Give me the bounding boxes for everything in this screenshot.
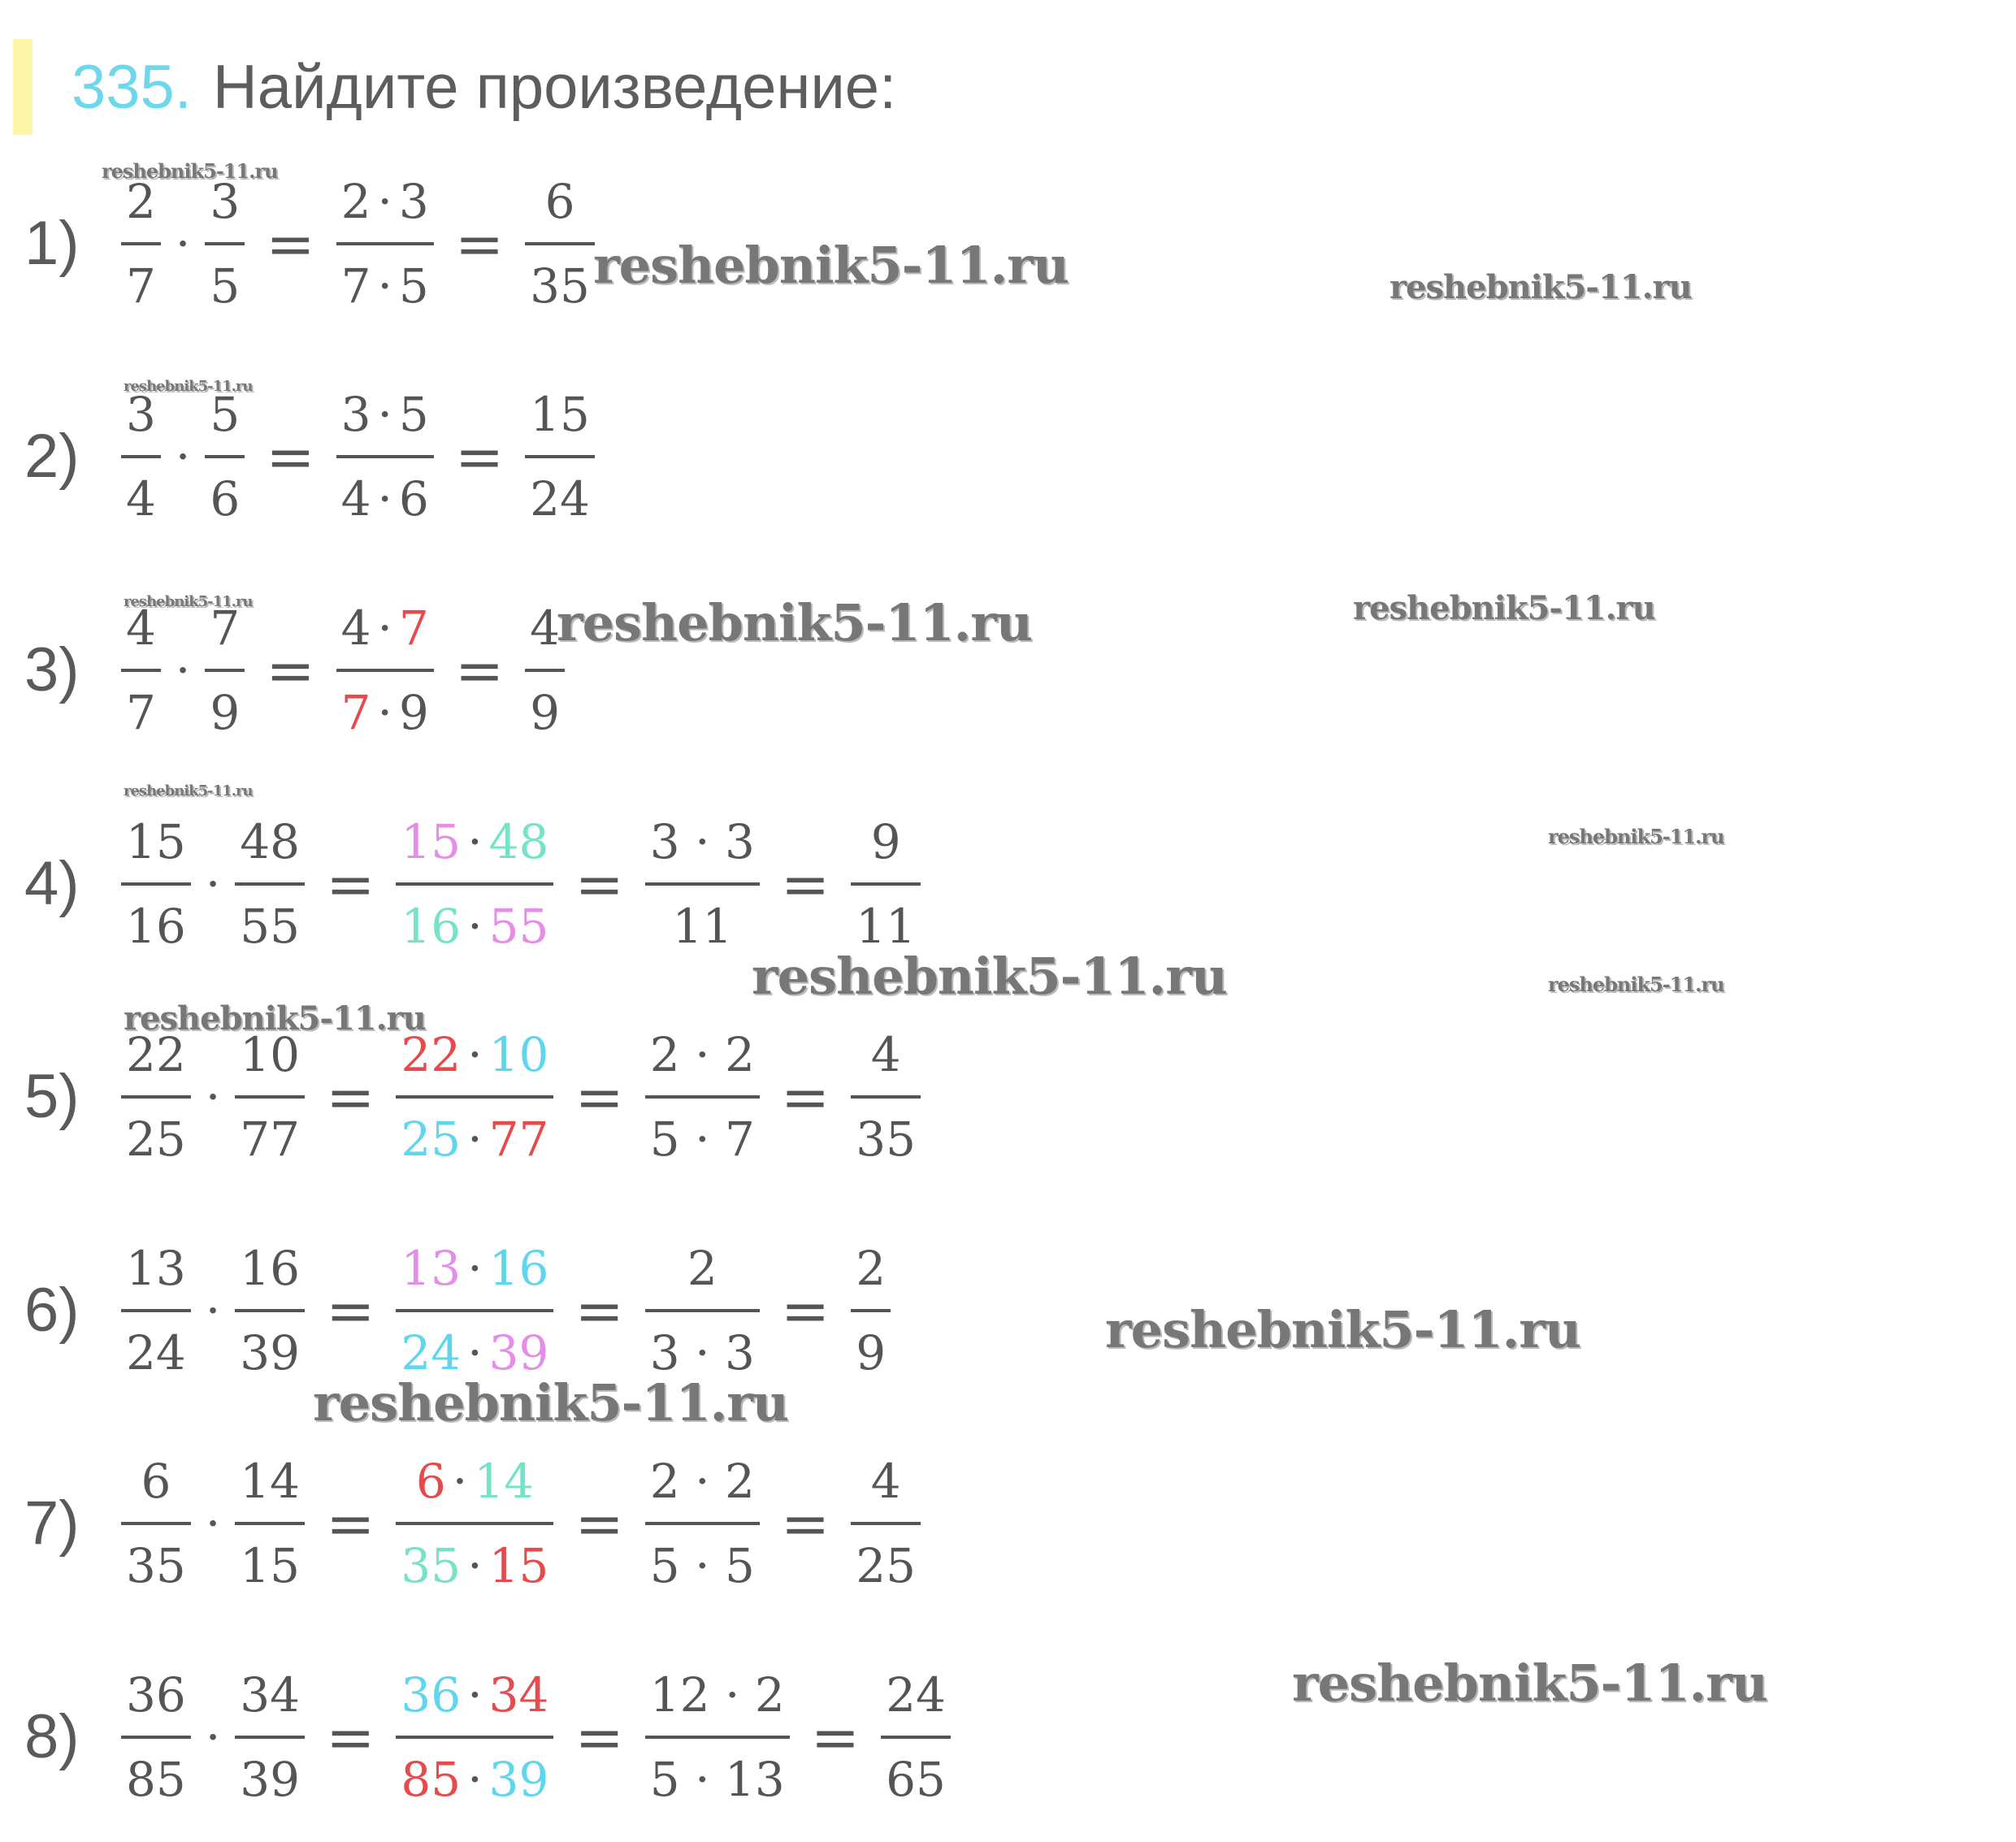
item-label: 7) bbox=[24, 1489, 80, 1558]
fraction bbox=[642, 809, 763, 959]
product-denominator bbox=[396, 1747, 553, 1812]
factor: 34 bbox=[488, 1667, 549, 1723]
numerator: 4 bbox=[870, 1027, 901, 1082]
fraction bbox=[848, 1236, 894, 1385]
watermark: reshebnik5-11.ru bbox=[557, 593, 1032, 652]
equals-sign: = bbox=[574, 1276, 624, 1345]
product-denominator bbox=[336, 466, 434, 531]
product-denominator bbox=[336, 254, 434, 319]
numerator: 12 · 2 bbox=[649, 1667, 785, 1723]
item-label: 5) bbox=[24, 1062, 80, 1131]
fraction-bar bbox=[121, 1095, 191, 1099]
numerator: 5 bbox=[210, 387, 241, 442]
numerator: 34 bbox=[240, 1667, 301, 1723]
product-denominator bbox=[336, 680, 434, 745]
watermark: reshebnik5-11.ru bbox=[1390, 268, 1692, 306]
product-fraction bbox=[333, 596, 437, 745]
fraction-bar bbox=[525, 669, 565, 672]
factor: 13 bbox=[401, 1241, 462, 1296]
fraction bbox=[232, 1449, 308, 1598]
fraction-bar bbox=[645, 882, 760, 886]
numerator: 2 · 2 bbox=[649, 1027, 755, 1082]
denominator: 25 bbox=[126, 1112, 186, 1167]
fraction bbox=[848, 809, 924, 959]
fraction-bar bbox=[121, 1522, 191, 1525]
watermark: reshebnik5-11.ru bbox=[1548, 825, 1724, 848]
numerator: 7 bbox=[210, 600, 241, 656]
expression bbox=[118, 1426, 924, 1621]
equals-sign: = bbox=[326, 1703, 375, 1771]
denominator: 5 · 13 bbox=[649, 1752, 785, 1807]
fraction bbox=[118, 1236, 194, 1385]
fraction bbox=[878, 1662, 954, 1812]
fraction-bar bbox=[525, 242, 595, 245]
numerator: 2 bbox=[687, 1241, 718, 1296]
fraction bbox=[202, 596, 248, 745]
fraction-bar bbox=[336, 455, 434, 458]
fraction bbox=[642, 1022, 763, 1172]
equals-sign: = bbox=[454, 423, 505, 491]
multiply-dot: · bbox=[467, 1027, 483, 1082]
fraction bbox=[118, 809, 194, 959]
factor: 3 bbox=[340, 387, 371, 442]
denominator: 5 · 5 bbox=[649, 1538, 755, 1593]
watermark: reshebnik5-11.ru bbox=[124, 593, 253, 610]
product-fraction bbox=[392, 1022, 557, 1172]
equals-sign: = bbox=[454, 210, 505, 278]
factor: 36 bbox=[401, 1667, 462, 1723]
fraction bbox=[118, 382, 164, 531]
equals-sign: = bbox=[326, 850, 375, 918]
denominator: 39 bbox=[240, 1325, 301, 1380]
fraction bbox=[232, 809, 308, 959]
item-label: 3) bbox=[24, 635, 80, 704]
numerator: 3 bbox=[210, 174, 241, 229]
denominator: 7 bbox=[126, 258, 156, 314]
multiply-dot: · bbox=[467, 1325, 483, 1380]
denominator: 3 · 3 bbox=[649, 1325, 755, 1380]
factor: 15 bbox=[488, 1538, 549, 1593]
watermark: reshebnik5-11.ru bbox=[124, 999, 426, 1038]
fraction-bar bbox=[235, 1309, 305, 1312]
factor: 4 bbox=[340, 600, 371, 656]
watermark: reshebnik5-11.ru bbox=[752, 947, 1227, 1006]
fraction-bar bbox=[205, 242, 245, 245]
watermark: reshebnik5-11.ru bbox=[124, 378, 253, 395]
numerator: 6 bbox=[141, 1454, 171, 1509]
numerator: 3 bbox=[126, 387, 156, 442]
multiply-dot: · bbox=[467, 1538, 483, 1593]
product-fraction bbox=[333, 382, 437, 531]
numerator: 14 bbox=[240, 1454, 301, 1509]
item-label: 8) bbox=[24, 1702, 80, 1771]
multiply-dot: · bbox=[377, 471, 392, 527]
fraction-bar bbox=[645, 1095, 760, 1099]
factor: 16 bbox=[401, 899, 462, 954]
multiply-dot: · bbox=[205, 1710, 221, 1765]
fraction-bar bbox=[121, 1736, 191, 1739]
product-numerator bbox=[336, 382, 434, 447]
product-denominator bbox=[396, 1107, 553, 1172]
equals-sign: = bbox=[780, 1276, 830, 1345]
multiply-dot: · bbox=[377, 258, 392, 314]
fraction bbox=[642, 1449, 763, 1598]
multiply-dot: · bbox=[205, 1496, 221, 1551]
fraction-bar bbox=[121, 1309, 191, 1312]
equals-sign: = bbox=[810, 1703, 861, 1771]
watermark: reshebnik5-11.ru bbox=[313, 1373, 788, 1432]
numerator: 22 bbox=[126, 1027, 186, 1082]
multiply-dot: · bbox=[467, 814, 483, 869]
fraction-bar bbox=[336, 669, 434, 672]
task-title: Найдите произведение: bbox=[212, 52, 897, 122]
fraction bbox=[118, 169, 164, 319]
fraction bbox=[642, 1236, 763, 1385]
watermark: reshebnik5-11.ru bbox=[1353, 589, 1655, 627]
multiply-dot: · bbox=[377, 387, 392, 442]
denominator: 16 bbox=[126, 899, 186, 954]
factor: 24 bbox=[401, 1325, 462, 1380]
denominator: 9 bbox=[530, 685, 561, 740]
multiply-dot: · bbox=[452, 1454, 468, 1509]
equals-sign: = bbox=[780, 850, 830, 918]
watermark: reshebnik5-11.ru bbox=[1292, 1653, 1767, 1713]
multiply-dot: · bbox=[377, 685, 392, 740]
product-fraction bbox=[392, 809, 557, 959]
factor: 22 bbox=[401, 1027, 462, 1082]
multiply-dot: · bbox=[467, 1112, 483, 1167]
multiply-dot: · bbox=[205, 1283, 221, 1338]
product-numerator bbox=[396, 809, 553, 874]
watermark: reshebnik5-11.ru bbox=[1105, 1300, 1580, 1359]
numerator: 36 bbox=[126, 1667, 186, 1723]
equals-sign: = bbox=[574, 1703, 624, 1771]
numerator: 4 bbox=[126, 600, 156, 656]
multiply-dot: · bbox=[175, 216, 191, 271]
denominator: 9 bbox=[210, 685, 241, 740]
fraction bbox=[848, 1449, 924, 1598]
denominator: 35 bbox=[530, 258, 590, 314]
equals-sign: = bbox=[780, 1063, 830, 1131]
numerator: 2 bbox=[126, 174, 156, 229]
numerator: 9 bbox=[870, 814, 901, 869]
product-denominator bbox=[396, 1533, 553, 1598]
product-numerator bbox=[411, 1449, 539, 1514]
task-header bbox=[72, 39, 896, 135]
product-fraction bbox=[333, 169, 437, 319]
denominator: 5 bbox=[210, 258, 241, 314]
fraction-bar bbox=[396, 1736, 553, 1739]
expression bbox=[118, 1640, 954, 1835]
watermark: reshebnik5-11.ru bbox=[593, 236, 1069, 295]
denominator: 85 bbox=[126, 1752, 186, 1807]
fraction bbox=[522, 169, 598, 319]
factor: 2 bbox=[340, 174, 371, 229]
fraction-bar bbox=[851, 882, 921, 886]
product-numerator bbox=[336, 596, 434, 661]
multiply-dot: · bbox=[377, 174, 392, 229]
numerator: 24 bbox=[886, 1667, 946, 1723]
multiply-dot: · bbox=[467, 899, 483, 954]
equals-sign: = bbox=[326, 1063, 375, 1131]
fraction bbox=[118, 1662, 194, 1812]
fraction bbox=[232, 1236, 308, 1385]
numerator: 6 bbox=[544, 174, 575, 229]
product-numerator bbox=[396, 1236, 553, 1301]
equals-sign: = bbox=[326, 1276, 375, 1345]
product-denominator bbox=[396, 894, 553, 959]
item-label: 6) bbox=[24, 1276, 80, 1345]
factor: 77 bbox=[488, 1112, 549, 1167]
denominator: 5 · 7 bbox=[649, 1112, 755, 1167]
fraction-bar bbox=[645, 1309, 760, 1312]
fraction-bar bbox=[851, 1309, 891, 1312]
watermark: reshebnik5-11.ru bbox=[124, 782, 253, 800]
numerator: 2 · 2 bbox=[649, 1454, 755, 1509]
multiply-dot: · bbox=[175, 643, 191, 698]
fraction-bar bbox=[121, 882, 191, 886]
equals-sign: = bbox=[780, 1489, 830, 1558]
equals-sign: = bbox=[454, 636, 505, 704]
denominator: 11 bbox=[856, 899, 917, 954]
denominator: 77 bbox=[240, 1112, 301, 1167]
numerator: 48 bbox=[240, 814, 301, 869]
denominator: 65 bbox=[886, 1752, 946, 1807]
watermark: reshebnik5-11.ru bbox=[1548, 973, 1724, 996]
numerator: 3 · 3 bbox=[649, 814, 755, 869]
fraction bbox=[118, 1449, 194, 1598]
product-fraction bbox=[392, 1662, 557, 1812]
fraction bbox=[642, 1662, 793, 1812]
factor: 9 bbox=[398, 685, 429, 740]
denominator: 11 bbox=[672, 899, 733, 954]
fraction-bar bbox=[235, 1522, 305, 1525]
numerator: 15 bbox=[126, 814, 186, 869]
factor: 39 bbox=[488, 1325, 549, 1380]
denominator: 7 bbox=[126, 685, 156, 740]
denominator: 39 bbox=[240, 1752, 301, 1807]
factor: 10 bbox=[488, 1027, 549, 1082]
denominator: 24 bbox=[126, 1325, 186, 1380]
fraction-bar bbox=[396, 1522, 553, 1525]
factor: 7 bbox=[398, 600, 429, 656]
factor: 48 bbox=[488, 814, 549, 869]
fraction bbox=[848, 1022, 924, 1172]
factor: 6 bbox=[398, 471, 429, 527]
factor: 16 bbox=[488, 1241, 549, 1296]
numerator: 16 bbox=[240, 1241, 301, 1296]
equals-sign: = bbox=[574, 850, 624, 918]
fraction-bar bbox=[121, 242, 161, 245]
denominator: 35 bbox=[126, 1538, 186, 1593]
denominator: 24 bbox=[530, 471, 590, 527]
product-fraction bbox=[392, 1236, 557, 1385]
fraction-bar bbox=[235, 1736, 305, 1739]
denominator: 55 bbox=[240, 899, 301, 954]
product-numerator bbox=[336, 169, 434, 234]
factor: 7 bbox=[340, 685, 371, 740]
task-number: 335. bbox=[72, 52, 192, 122]
multiply-dot: · bbox=[467, 1667, 483, 1723]
fraction-bar bbox=[235, 882, 305, 886]
multiply-dot: · bbox=[175, 429, 191, 484]
item-label: 2) bbox=[24, 422, 80, 491]
fraction-bar bbox=[645, 1522, 760, 1525]
factor: 39 bbox=[488, 1752, 549, 1807]
factor: 85 bbox=[401, 1752, 462, 1807]
fraction-bar bbox=[235, 1095, 305, 1099]
factor: 4 bbox=[340, 471, 371, 527]
denominator: 25 bbox=[856, 1538, 917, 1593]
equals-sign: = bbox=[266, 636, 315, 704]
fraction bbox=[232, 1022, 308, 1172]
multiply-dot: · bbox=[467, 1752, 483, 1807]
fraction bbox=[232, 1662, 308, 1812]
multiply-dot: · bbox=[205, 1069, 221, 1125]
fraction bbox=[202, 169, 248, 319]
watermark: reshebnik5-11.ru bbox=[102, 159, 278, 183]
equals-sign: = bbox=[266, 423, 315, 491]
product-numerator bbox=[396, 1662, 553, 1727]
fraction-bar bbox=[525, 455, 595, 458]
fraction bbox=[522, 382, 598, 531]
factor: 55 bbox=[488, 899, 549, 954]
numerator: 2 bbox=[856, 1241, 887, 1296]
fraction-bar bbox=[205, 455, 245, 458]
multiply-dot: · bbox=[467, 1241, 483, 1296]
denominator: 9 bbox=[856, 1325, 887, 1380]
denominator: 15 bbox=[240, 1538, 301, 1593]
fraction-bar bbox=[396, 882, 553, 886]
fraction-bar bbox=[851, 1095, 921, 1099]
equals-sign: = bbox=[266, 210, 315, 278]
numerator: 13 bbox=[126, 1241, 186, 1296]
numerator: 4 bbox=[870, 1454, 901, 1509]
equals-sign: = bbox=[326, 1489, 375, 1558]
multiply-dot: · bbox=[205, 856, 221, 912]
accent-bar bbox=[13, 39, 33, 135]
factor: 6 bbox=[415, 1454, 446, 1509]
denominator: 35 bbox=[856, 1112, 917, 1167]
factor: 5 bbox=[398, 387, 429, 442]
numerator: 10 bbox=[240, 1027, 301, 1082]
multiply-dot: · bbox=[377, 600, 392, 656]
factor: 14 bbox=[474, 1454, 534, 1509]
factor: 3 bbox=[398, 174, 429, 229]
factor: 15 bbox=[401, 814, 462, 869]
fraction bbox=[118, 596, 164, 745]
fraction-bar bbox=[396, 1095, 553, 1099]
fraction-bar bbox=[121, 669, 161, 672]
fraction bbox=[202, 382, 248, 531]
item-label: 1) bbox=[24, 209, 80, 278]
fraction-bar bbox=[851, 1522, 921, 1525]
item-label: 4) bbox=[24, 849, 80, 918]
equals-sign: = bbox=[574, 1489, 624, 1558]
fraction-bar bbox=[336, 242, 434, 245]
factor: 35 bbox=[401, 1538, 462, 1593]
equals-sign: = bbox=[574, 1063, 624, 1131]
fraction-bar bbox=[396, 1309, 553, 1312]
factor: 5 bbox=[398, 258, 429, 314]
fraction-bar bbox=[121, 455, 161, 458]
fraction-bar bbox=[881, 1736, 951, 1739]
product-fraction bbox=[392, 1449, 557, 1598]
fraction-bar bbox=[645, 1736, 790, 1739]
denominator: 6 bbox=[210, 471, 241, 527]
fraction-bar bbox=[205, 669, 245, 672]
denominator: 4 bbox=[126, 471, 156, 527]
numerator: 4 bbox=[530, 600, 561, 656]
factor: 25 bbox=[401, 1112, 462, 1167]
factor: 7 bbox=[340, 258, 371, 314]
numerator: 15 bbox=[530, 387, 590, 442]
fraction bbox=[118, 1022, 194, 1172]
